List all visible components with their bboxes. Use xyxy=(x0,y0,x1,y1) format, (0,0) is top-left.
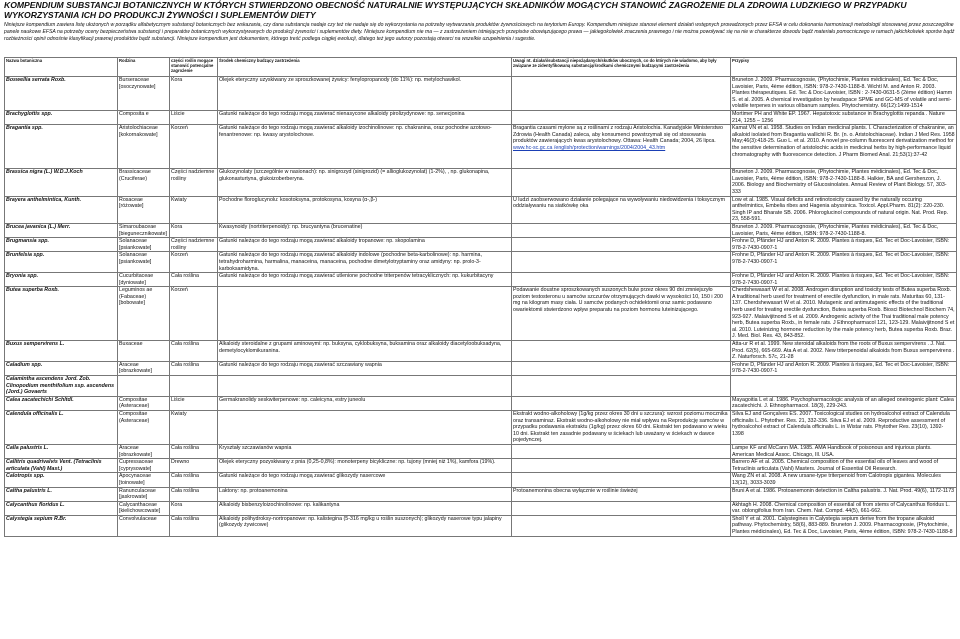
family-cell-text: Aristolochiaceae [kokornakowate] xyxy=(119,125,158,138)
table-header-row xyxy=(5,58,957,77)
refs-cell xyxy=(731,341,957,362)
part-cell xyxy=(170,169,218,196)
family-cell-text: Rosaceae [różowate] xyxy=(119,196,144,210)
table-row xyxy=(5,223,957,237)
refs-cell-text: Lampe KF and McCann MA. 1985. AMA Handbook of poisonous and injurious plants. American Medical Assoc. Chicago, Ill. USA. xyxy=(732,444,932,458)
header-refs: Przypisy xyxy=(731,58,957,77)
name-cell xyxy=(5,196,118,223)
remarks-cell xyxy=(512,396,731,410)
part-cell-text: Drewno xyxy=(171,459,190,466)
part-cell xyxy=(170,125,218,169)
table-row xyxy=(5,238,957,252)
refs-cell xyxy=(731,501,957,515)
part-cell-text: Cała roślina xyxy=(171,361,199,368)
refs-cell xyxy=(731,410,957,444)
refs-cell-text: Frohne D, Pfänder HJ and Anton R. 2009. Plantes à risques, Ed. Tec et Doc-Lavoisier, ISBN: 978-2-7430-0907-1 xyxy=(732,273,950,286)
remarks-cell xyxy=(512,273,731,287)
remarks-cell xyxy=(512,410,731,444)
table-row xyxy=(5,361,957,375)
name-cell xyxy=(5,223,118,237)
part-cell xyxy=(170,396,218,410)
compound-cell xyxy=(218,252,512,273)
refs-cell-text: Low et al. 1985. Visual deficits and retinotoxicity caused by the naturally occuring anthelmintics, Embelia ribes and Hagenia abyssinica. Toxicol. Appl.Pharm. 81(2): 220-230. Singh IP and Bharate SB. 2006. Phloroglucinol compounds of natural origin. Nat. Prod. Rep. 23, 558-591. xyxy=(732,196,949,223)
compound-cell-text: Kryształy szczawianów wapnia xyxy=(219,444,292,451)
remarks-cell xyxy=(512,169,731,196)
refs-cell xyxy=(731,273,957,287)
part-cell xyxy=(170,77,218,111)
family-cell-text: Compositae (Asteraceae) xyxy=(119,410,150,424)
name-cell xyxy=(5,410,118,444)
compound-cell-text: Gatunki należące do tego rodzaju mogą zawierać nienasycone alkaloidy pirolizydynowe: np. senecjonina xyxy=(219,111,465,117)
table-row xyxy=(5,287,957,341)
part-cell-text: Części nadziemne rośliny xyxy=(171,169,215,182)
compound-cell-text: Germakranolidy seskwiterpenowe: np. caleicyna, estry juneolu xyxy=(219,396,366,403)
refs-cell-text: Bruneton J. 2009. Pharmacognosie, (Phytochimie, Plantes médicinales), Ed. Tec & Doc, Lavoisier, Paris, 4ème édition, ISBN: 978-2-7430-1188-8. xyxy=(732,223,939,237)
part-cell xyxy=(170,341,218,362)
name-cell-text: Buxus sempervirens L. xyxy=(6,341,65,348)
name-cell-text: Calamintha ascendens Jord. Zob. Clinopodium menthifolium ssp. ascendens (Jord.) Govaerts xyxy=(6,376,115,396)
family-cell xyxy=(118,196,170,223)
table-row xyxy=(5,273,957,287)
refs-cell xyxy=(731,223,957,237)
name-cell-text: Caladium spp. xyxy=(6,361,43,368)
refs-cell xyxy=(731,238,957,252)
part-cell-text: Cała roślina xyxy=(171,444,199,451)
remarks-cell-text: Ekstrakt wodno-alkoholowy (1g/kg przez okres 30 dni u szczura): wzrost poziomu mocznika oraz transaminaz. Ekstrakt wodno-alkoholowy nie miał wpływu na Reprodukcję samców w przypadku podawania ekstraktu (1g/kg) przez okres 60 dni. Ekstrakt ten podawano w wieku 10 dni. Ekstrakt ten zasadnie podawany w ściekach lub uważany w ściekach w dawce pojedynczej. xyxy=(513,410,728,444)
table-row xyxy=(5,515,957,536)
name-cell xyxy=(5,515,118,536)
refs-cell xyxy=(731,111,957,125)
family-cell-text: Cupressaceae [cyprysowate] xyxy=(119,459,154,472)
family-cell xyxy=(118,125,170,169)
refs-cell-text: Akhtagh H. 2008. Chemical composition of essential oil from stems of Calycanthus floridus L. var. oblongifolius from Iran. Chem. Nat. Compd. 44(5), 661-662. xyxy=(732,501,950,515)
part-cell-text: Cała roślina xyxy=(171,473,199,480)
compound-cell-text: Gatunki należące do tego rodzaju mogą zawierać szczawiany wapnia xyxy=(219,361,382,368)
name-cell-text: Butea superba Roxb. xyxy=(6,287,59,294)
table-row xyxy=(5,487,957,501)
compound-cell-text: Glukozynolaty (szczególnie w nasionach): np. sinigrozyd (sinigrozid) (= allioglukozynolat) (1-2%), , np. glukonapina, glukonasturtyna, glukoizoberberyna. xyxy=(219,169,490,182)
compound-cell xyxy=(218,444,512,458)
name-cell-text: Calycanthus floridus L. xyxy=(6,501,65,508)
compound-cell xyxy=(218,487,512,501)
family-cell-text: Brassicaceae (Cruciferae) xyxy=(119,169,151,182)
part-cell xyxy=(170,238,218,252)
name-cell xyxy=(5,273,118,287)
refs-cell xyxy=(731,287,957,341)
name-cell-text: Calotropis spp. xyxy=(6,473,45,480)
table-row xyxy=(5,396,957,410)
compound-cell xyxy=(218,111,512,125)
name-cell-text: Calla palustris L. xyxy=(6,444,49,451)
remarks-cell xyxy=(512,487,731,501)
family-cell xyxy=(118,361,170,375)
compound-cell xyxy=(218,515,512,536)
compound-cell xyxy=(218,459,512,473)
family-cell-text: Araceae [obrazkowate] xyxy=(119,361,152,375)
family-cell xyxy=(118,252,170,273)
family-cell xyxy=(118,459,170,473)
refs-cell xyxy=(731,396,957,410)
compound-cell xyxy=(218,223,512,237)
remarks-cell xyxy=(512,501,731,515)
name-cell xyxy=(5,169,118,196)
part-cell-text: Cała roślina xyxy=(171,273,199,280)
name-cell-text: Callitris quadrivalvis Vent. (Tetraclinis articulata (Vahl) Mast.) xyxy=(6,459,102,472)
refs-cell-text: Silva EJ and Gonçalves ES. 2007. Toxicological studies on hydroalcohol extract of Calendula officinalis L. Phytother. Res. 21, 332-336. Silva EJ et al. 2009. Reproductive assessment of hydroalcohol extract of Calendula officinalis L. in Wistar rats. Phytother Res. 23(10), 1392-1398 xyxy=(732,410,950,437)
compound-cell xyxy=(218,125,512,169)
remarks-cell xyxy=(512,125,731,169)
compound-cell-text: Kwasynoidy (nortriterpenoidy): np. brucyantyna (brucenatine) xyxy=(219,223,363,230)
family-cell-text: Solanaceae [psiankowate] xyxy=(119,252,152,265)
refs-cell-text: Mortimer PH and White EP. 1967. Hepatotoxic substance in Brachyglottis repanda . Nature 214, 1255 – 1256 xyxy=(732,111,945,124)
name-cell xyxy=(5,341,118,362)
name-cell xyxy=(5,444,118,458)
remarks-cell-text: Protoanemonina obecna wyłącznie w roślinie świeżej xyxy=(513,487,638,494)
remarks-cell xyxy=(512,341,731,362)
part-cell-text: Kora xyxy=(171,223,183,230)
name-cell xyxy=(5,238,118,252)
compound-cell xyxy=(218,287,512,341)
compound-cell xyxy=(218,361,512,375)
compound-cell-text: Gatunki należące do tego rodzaju mogą zawierać alkaloidy izochinolinowe: np. chakranina, oraz pochodne azotowo-fenantrenowe: np. kwasy arystolochowe. xyxy=(219,125,492,138)
header-part: części roślin mogące stanowić potencjalne zagrożenie xyxy=(170,58,218,77)
name-cell-text: Brassica nigra (L.) W.D.J.Koch xyxy=(6,169,83,176)
part-cell-text: Kora xyxy=(171,77,183,83)
name-cell-text: Caltha palustris L. xyxy=(6,487,52,494)
compound-cell xyxy=(218,501,512,515)
table-row xyxy=(5,169,957,196)
compound-cell xyxy=(218,169,512,196)
name-cell-text: Brugmansia spp. xyxy=(6,238,49,245)
table-row xyxy=(5,473,957,487)
compound-cell xyxy=(218,341,512,362)
compound-cell xyxy=(218,396,512,410)
refs-cell-text: Bruneton J. 2009. Pharmacognosie, (Phytochimie, Plantes médicinales), Ed. Tec & Doc, Lavoisier, Paris, 4ème édition, ISBN: 978-2-7430-1188-8. Wichtl M. and Anton R. 2003. Plantes thérapeutiques. Ed. Tec & Doc-Lavoisier, ISBN : 2-7430-0631-5 (2ème édition) Hamm S. et al. 2005. A chemical investigation by headspace SPME and GC-MS of volatile and semi-volatile terpenes in various olibanum samples. Phytochemistry. 66(12):1499-1514 xyxy=(732,77,953,110)
refs-cell xyxy=(731,77,957,111)
table-row xyxy=(5,77,957,111)
name-cell-text: Boswellia serrata Roxb. xyxy=(6,77,66,83)
family-cell-text: Buxaceae xyxy=(119,341,143,348)
compound-cell-text: Gatunki należące do tego rodzaju mogą zawierać alkaloidy indolowe (pochodne beta-karbolinowe): np. harmina, tetrahydroharmina, harmalina, manaceina, manaceina, pochodne dimetylotryptaminy oraz amidyny: np. prolo-3-karboksamidyna. xyxy=(219,252,482,272)
remarks-cell xyxy=(512,287,731,341)
name-cell xyxy=(5,459,118,473)
compound-cell-text: Gatunki należące do tego rodzaju mogą zawierać alkaloidy tropanowe: np. skopolamina xyxy=(219,238,425,245)
part-cell xyxy=(170,501,218,515)
compound-cell-text: Olejek eteryczny pozyskiwany z pnia (0,25-0,8%): monoterpeny bicykliczne: np. tujony (mniej niż 1%), kamfora (19%). xyxy=(219,459,496,466)
family-cell xyxy=(118,410,170,444)
family-cell-text: Calycanthaceae [kielichowcowate] xyxy=(119,501,161,515)
refs-cell-text: Atta-ur R et al. 1999. New steroidal alkaloids from the roots of Buxus sempervirens . J. Nat. Prod. 62(5), 665-669. Ata A et al. 2002. New triterpenoidal alkaloids from Buxus sempervirens . Z. Naturforsch. 57c, 21-28 xyxy=(732,341,955,361)
part-cell xyxy=(170,515,218,536)
refs-cell-text: Bruni A et al. 1986. Protoanemonin detection in Caltha palustris. J. Nat. Prod. 49(6), 1172-1173 xyxy=(732,487,955,494)
compound-cell-text: Olejek eteryczny uzyskiwany ze sproszkowanej żywicy: fenylopropanody (do 11%): np. metylochawikol. xyxy=(219,77,462,83)
family-cell-text: Cucurbitaceae [dyniowate] xyxy=(119,273,154,286)
family-cell-text: Solanaceae [psiankowate] xyxy=(119,238,152,251)
compound-cell-text: Alkaloidy steroidalne z grupami aminowymi: np. buksyna, cyklobuksyna, buksamina oraz alkaloidy diacetyloobuksadyna, demetylocyklomikuranina. xyxy=(219,341,502,354)
table-row xyxy=(5,459,957,473)
name-cell xyxy=(5,111,118,125)
part-cell xyxy=(170,252,218,273)
refs-cell-text: Frohne D, Pfänder HJ and Anton R. 2009. Plantes à risques, Ed. Tec et Doc-Lavoisier, ISBN: 978-2-7430-0907-1 xyxy=(732,361,950,375)
family-cell-text: Burseraceae [osoczynowate] xyxy=(119,77,156,90)
remarks-cell-text: U ludzi zaobserwowano działanie polegające na wywoływaniu niedowidzenia i toksycznym oddziaływaniu na siatkówkę oka xyxy=(513,196,725,210)
reference-link[interactable]: www.hc-sc.gc.ca /english/protection/warnings/2004/2004_43.htm xyxy=(513,144,666,151)
refs-cell-text: Wang ZN et al. 2008. A new ursane-type triterpenoid from Calotropis gigantea. Molecules 13(12), 3033-3039 xyxy=(732,473,941,486)
family-cell-text: Araceae [obrazkowate] xyxy=(119,444,152,458)
refs-cell xyxy=(731,444,957,458)
part-cell xyxy=(170,487,218,501)
name-cell xyxy=(5,501,118,515)
remarks-cell xyxy=(512,444,731,458)
refs-cell xyxy=(731,459,957,473)
intro-paragraph: Niniejsze kompendium zawiera listę ułożonych w porządku alfabetycznym substancji botanicznych bez wskazania, czy dana substancja nadaje czy też nie nadaje się do wykorzystania na potrzeby wytwarzania produktów żywnościowych na terytorium Europy. Kompendium niniejsze stanowi element działań wstępnych prowadzonych przez EFSA w celu dokonania harmonizacji metodologii stosowanej przez poszczególne panele naukowe EFSA na potrzeby oceny bezpieczeństwa substancji i preparatów botanicznych wykorzystywanych do produkcji żywności i suplementów diety. Niniejsze kompendium nie ma — z zastrzeżeniem istniejących przepisów obowiązującego prawa — jakiegokolwiek znaczenia prawnego i nie można powoływać się na nie w charakterze dowodu bądź materiału pomocniczego w ramach jakichkolwiek sporów bądź rozbieżności opinii odnośnie klasyfikacji prawnej produktów bądź substancji. Niniejsze kompendium jest dokumentem, którego treść podlega ciągłej ewolucji, dlatego też jego autorzy pozostają otwarci na wszelkie uzupełnienia i sugestie. xyxy=(4,22,955,42)
refs-cell-text: Frohne D, Pfänder HJ and Anton R. 2009. Plantes à risques, Ed. Tec et Doc-Lavoisier, ISBN: 978-2-7430-0907-1 xyxy=(732,238,950,251)
name-cell xyxy=(5,361,118,375)
compound-cell xyxy=(218,376,512,397)
remarks-cell xyxy=(512,252,731,273)
part-cell xyxy=(170,287,218,341)
part-cell-text: Kwiaty xyxy=(171,196,187,203)
part-cell-text: Korzeń xyxy=(171,252,188,259)
family-cell xyxy=(118,444,170,458)
family-cell xyxy=(118,169,170,196)
family-cell xyxy=(118,273,170,287)
name-cell xyxy=(5,376,118,397)
name-cell xyxy=(5,252,118,273)
compound-cell xyxy=(218,273,512,287)
family-cell-text: Composita e xyxy=(119,111,149,117)
table-row xyxy=(5,111,957,125)
refs-cell-text: Cherdshewasart W et al. 2008. Androgen disruption and toxicity tests of Butea superba Roxb. A traditional herb used for treatment of erectile dysfunction, in male rats. Maturitas 60, 131-137. Cherdshewasart W et al. 2010. Mutagenic and antimutagenic effects of the traditional herb used for treating erectile dysfunction, Butea superba Roxb. Biosci Biotechnol Biochem 74, 923-927. Malaivijitnond S et al. 2009. Androgenic activity of the Thai traditional male potency herb, Butea superba Roxb., in female rats. J Ethnopharmacol 121, 123-129. Malaivijitnond S et al. 2010. Luteinizing hormone reduction by the male potency herb, Butea superba Roxb. Braz. J. Med. Biol. Res. 43, 843-852. xyxy=(732,287,955,340)
family-cell-text: Compositae (Asteraceae) xyxy=(119,396,150,410)
table-row xyxy=(5,341,957,362)
family-cell-text: Leguminos ae (Fabaceae) [bobowate] xyxy=(119,287,153,307)
remarks-cell xyxy=(512,196,731,223)
part-cell xyxy=(170,196,218,223)
compound-cell-text: Gatunki należące do tego rodzaju mogą zawierać glikozydy nasercowe xyxy=(219,473,386,480)
part-cell-text: Cała roślina xyxy=(171,341,199,348)
refs-cell xyxy=(731,196,957,223)
part-cell xyxy=(170,223,218,237)
refs-cell xyxy=(731,361,957,375)
remarks-cell xyxy=(512,473,731,487)
remarks-cell xyxy=(512,459,731,473)
compound-cell-text: Gatunki należące do tego rodzaju mogą zawierać utlenione pochodne triterpenów tetracyklicznych: np. kukurbitacyny xyxy=(219,273,494,280)
refs-cell-text: Kamat VN et al. 1958. Studies on Indian medicinal plants. I. Characterization of chakranine, an alkaloid isolated from Bragantia wallichii R. Br. (n. o. Aristolochiaceae). Indian J Med Res. 1958 May;46(3):418-25. Guo L. et al. 2010. A novel pre-column fluorescent derivatization method for the sensitive determination of aristolochic acids in medicinal herbs by high-performance liquid chromatography with fluorescence detection. J Pharm Biomed Anal. 21;53(1):37-42 xyxy=(732,125,955,158)
part-cell xyxy=(170,459,218,473)
family-cell xyxy=(118,487,170,501)
family-cell xyxy=(118,111,170,125)
family-cell xyxy=(118,77,170,111)
remarks-cell xyxy=(512,77,731,111)
refs-cell xyxy=(731,515,957,536)
compendium-table xyxy=(4,57,957,537)
refs-cell xyxy=(731,125,957,169)
part-cell xyxy=(170,473,218,487)
remarks-cell xyxy=(512,111,731,125)
name-cell xyxy=(5,77,118,111)
compound-cell xyxy=(218,238,512,252)
part-cell-text: Cała roślina xyxy=(171,487,199,494)
refs-cell xyxy=(731,376,957,397)
name-cell-text: Calea zacatechichi Schltdl. xyxy=(6,396,74,403)
name-cell xyxy=(5,396,118,410)
remarks-cell xyxy=(512,361,731,375)
family-cell-text: Apocynaceae [toinowate] xyxy=(119,473,152,486)
part-cell xyxy=(170,410,218,444)
name-cell xyxy=(5,287,118,341)
family-cell xyxy=(118,238,170,252)
remarks-cell xyxy=(512,515,731,536)
compound-cell xyxy=(218,196,512,223)
part-cell-text: Cała roślina xyxy=(171,515,199,522)
refs-cell xyxy=(731,169,957,196)
remarks-cell xyxy=(512,376,731,397)
table-row xyxy=(5,252,957,273)
compound-cell-text: Laktony: np. protoanemonina xyxy=(219,487,288,494)
name-cell xyxy=(5,473,118,487)
name-cell xyxy=(5,125,118,169)
compound-cell xyxy=(218,473,512,487)
header-name: Nazwa botaniczna xyxy=(5,58,118,77)
name-cell-text: Bragantia spp. xyxy=(6,125,43,132)
family-cell-text: Ranunculaceae [jaskrowate] xyxy=(119,487,156,501)
refs-cell xyxy=(731,473,957,487)
refs-cell-text: Bruneton J. 2009. Pharmacognosie, (Phytochimie, Plantes médicinales), Ed. Tec & Doc, Lavoisier, Paris, 4ème édition, ISBN: 978-2-7430-1188-8. Halkier, BA and Gershenzon, J. 2006. Biology and Biochemistry of Glucosinolates. Annual Review of Plant Biology. 57, 303-333 xyxy=(732,169,947,195)
compound-cell-text: Pochodne floroglucynolu: kosotoksyna, protokosyna, kosyna (α-,β-) xyxy=(219,196,378,203)
table-row xyxy=(5,444,957,458)
part-cell-text: Części nadziemne rośliny xyxy=(171,238,215,251)
part-cell-text: Kora xyxy=(171,501,183,508)
part-cell-text: Korzeń xyxy=(171,125,188,132)
refs-cell xyxy=(731,252,957,273)
part-cell xyxy=(170,273,218,287)
remarks-cell xyxy=(512,238,731,252)
remarks-cell-text: Bragantia czasami mylone są z roślinami z rodzaju Aristolochia. Kanadyjskie Ministerstwo Zdrowia (Health Canada) zaleca, aby konsumenci powstrzymali się od stosowania produktów zawierających kwas arystolochowy. Ottawa: Health Canada; 2004, 26 lipca. xyxy=(513,125,723,145)
name-cell-text: Brayera anthelmintica, Kunth. xyxy=(6,196,82,203)
name-cell-text: Calendula officinalis L. xyxy=(6,410,64,417)
family-cell xyxy=(118,223,170,237)
family-cell xyxy=(118,287,170,341)
compound-cell xyxy=(218,410,512,444)
family-cell xyxy=(118,376,170,397)
family-cell xyxy=(118,341,170,362)
family-cell-text: Simaroubaceae [biegunecznikowate] xyxy=(119,223,167,237)
refs-cell-text: Sholl Y et al. 2001. Calystegines in Calystegia sepium derive from the tropane alkaloid pathway. Phytochemistry, 58(6), 883-889. Bruneton J. 2009. Pharmacognosie, (Phytochimie, Plantes médicinales), Ed. Tec & Doc, Lavoisier, Paris, 4ème édition, ISBN: 978-2-7430-1188-8 xyxy=(732,515,953,536)
header-compound: Środek chemiczny budzący zastrzeżenia xyxy=(218,58,512,77)
family-cell xyxy=(118,473,170,487)
name-cell-text: Brunfelsia spp. xyxy=(6,252,45,259)
refs-cell-text: Frohne D, Pfänder HJ and Anton R. 2009. Plantes à risques, Ed. Tec et Doc-Lavoisier, ISBN: 978-2-7430-0907-1 xyxy=(732,252,950,265)
part-cell-text: Liście xyxy=(171,396,185,403)
part-cell xyxy=(170,376,218,397)
family-cell xyxy=(118,501,170,515)
part-cell xyxy=(170,361,218,375)
refs-cell xyxy=(731,487,957,501)
family-cell xyxy=(118,515,170,536)
compound-cell xyxy=(218,77,512,111)
header-remarks: Uwagi nt. działań/substancji niepożądanych/skutków ubocznych, co do których nie wiadomo, aby były związane ze zidentyfikowaną substancją/środkami chemicznymi budzącymi zastrzeżenia xyxy=(512,58,731,77)
table-row xyxy=(5,376,957,397)
refs-cell-text: Barrero AF et al. 2005. Chemical composition of the essential oils of leaves and wood of Tetraclinis articulata (Vahl) Masters. Journal of Essential Oil Research. xyxy=(732,459,939,472)
compound-cell-text: Alkaloidy bisbenzyloizochinolinowe: np. kalikantyna xyxy=(219,501,340,508)
table-row xyxy=(5,501,957,515)
part-cell xyxy=(170,444,218,458)
table-row xyxy=(5,410,957,444)
header-family: Rodzina xyxy=(118,58,170,77)
remarks-cell xyxy=(512,223,731,237)
name-cell-text: Calystegia sepium R.Br. xyxy=(6,515,67,522)
remarks-cell-text: Podawanie doustne sproszkowanych suszonych bulw przez okres 90 dni zmniejszyło poziom testosteronu u samców szczurów otrzymujących dawki w wysokości 10, 150 i 200 mg na kilogram masy ciała. U samców podanych ochidektomii oraz samic podawano owariektomii stwierdzono wpływ preparatu na poziom hormonu luteinizującego. xyxy=(513,287,723,314)
family-cell xyxy=(118,396,170,410)
part-cell-text: Liście xyxy=(171,111,185,117)
name-cell-text: Brachyglottis spp. xyxy=(6,111,53,117)
part-cell-text: Korzeń xyxy=(171,287,188,294)
table-row xyxy=(5,196,957,223)
name-cell-text: Brucea javanica (L.) Merr. xyxy=(6,223,71,230)
refs-cell-text: Mayagoitia L et al. 1986. Psychopharmacologic analysis of an alleged oneirogenic plant: Calea zacatechichi. J. Ethnopharmacol. 18(3), 229-243. xyxy=(732,396,954,410)
table-row xyxy=(5,125,957,169)
compound-cell-text: Alkaloidy polihydroksy-nortropanowe: np. kalistegina (5-316 mg/kg u roślin suszonych); glikozydy naserowe typu jalapiny (glikozydy żywicowe) xyxy=(219,515,502,529)
name-cell-text: Bryonia spp. xyxy=(6,273,39,280)
page-title: KOMPENDIUM SUBSTANCJI BOTANICZNYCH W KTÓRYCH STWIERDZONO OBECNOŚĆ NATURALNIE WYSTĘPUJĄCYCH SKŁADNIKÓW MOGĄCYCH STANOWIĆ ZAGROŻENIE DLA ZDROWIA LUDZKIEGO W PRZYPADKU WYKORZYSTANIA ICH DO PRODUKCJI ŻYWNOŚCI I SUPLEMENTÓW DIETY xyxy=(4,0,907,20)
family-cell-text: Convolvulaceae xyxy=(119,515,157,522)
part-cell xyxy=(170,111,218,125)
part-cell-text: Kwiaty xyxy=(171,410,187,417)
name-cell xyxy=(5,487,118,501)
